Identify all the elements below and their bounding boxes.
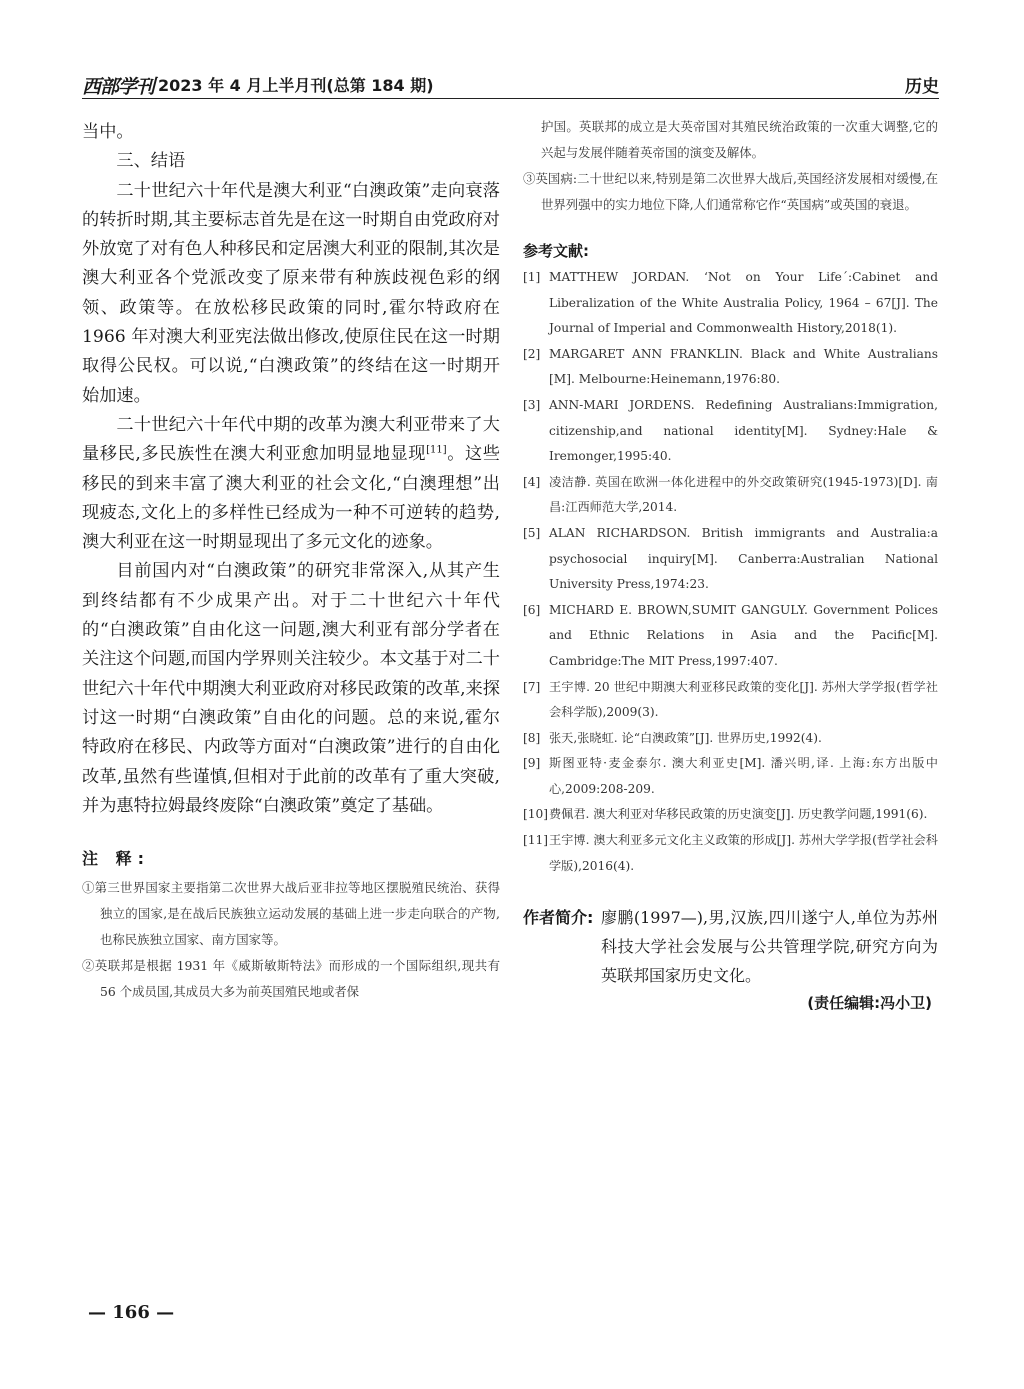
reference-item <box>523 751 938 802</box>
reference-number: [11] <box>523 833 549 848</box>
reference-text: 王宇博. 20 世纪中期澳大利亚移民政策的变化[J]. 苏州大学学报(哲学社会科学版),2009(3). <box>549 679 938 720</box>
reference-number: [10] <box>523 807 549 822</box>
paragraph-with-citation <box>82 411 500 557</box>
notes-title: 注 释: <box>82 849 150 869</box>
page-number: — 166 — <box>88 1302 175 1323</box>
citation-marker: [11] <box>426 444 447 456</box>
note-3: ③英国病:二十世纪以来,特别是第二次世界大战后,英国经济发展相对缓慢,在世界列强中的实力地位下降,人们通常称它作“英国病”或英国的衰退。 <box>523 171 938 212</box>
reference-text: 斯图亚特·麦金泰尔. 澳大利亚史[M]. 潘兴明,译. 上海:东方出版中心,2009:208-209. <box>549 756 938 796</box>
author-label: 作者简介: <box>523 908 594 928</box>
reference-text: 王宇博. 澳大利亚多元文化主义政策的形成[J]. 苏州大学学报(哲学社会科学版),2016(4). <box>549 833 938 873</box>
left-column <box>82 118 500 1005</box>
running-header <box>82 72 939 100</box>
paragraph-text: 二十世纪六十年代中期的改革为澳大利亚带来了大量移民,多民族性在澳大利亚愈加明显地显现 <box>82 414 500 465</box>
paragraph: 二十世纪六十年代是澳大利亚“白澳政策”走向衰落的转折时期,其主要标志首先是在这一时期自由党政府对外放宽了对有色人种移民和定居澳大利亚的限制,其次是澳大利亚各个党派改变了原来带有种族歧视色彩的纲领、政策等。在放松移民政策的同时,霍尔特政府在 1966 年对澳大利亚宪法做出修改,使原住民在这一时期取得公民权。可以说,“白澳政策”的终结在这一时期开始加速。 <box>82 180 500 406</box>
reference-number: [7] <box>523 679 541 694</box>
reference-item <box>523 726 938 752</box>
paragraph: 目前国内对“白澳政策”的研究非常深入,从其产生到终结都有不少成果产出。对于二十世纪六十年代的“白澳政策”自由化这一问题,澳大利亚有部分学者在关注这个问题,而国内学界则关注较少。本文基于对二十世纪六十年代中期澳大利亚政府对移民政策的改革,来探讨这一时期“白澳政策”自由化的问题。总的来说,霍尔特政府在移民、内政等方面对“白澳政策”进行的自由化改革,虽然有些谨慎,但相对于此前的改革有了重大突破,并为惠特拉姆最终废除“白澳政策”奠定了基础。 <box>82 561 500 816</box>
reference-item <box>523 598 938 675</box>
reference-item <box>523 265 938 342</box>
reference-item <box>523 521 938 598</box>
journal-logo: 西部学刊 <box>82 76 155 98</box>
reference-item <box>523 393 938 470</box>
note-2-continued: 护国。英联邦的成立是大英帝国对其殖民统治政策的一次重大调整,它的兴起与发展伴随着英帝国的演变及解体。 <box>541 119 938 160</box>
reference-text: MATTHEW JORDAN. ‘Not on Your Life´:Cabinet and Liberalization of the White Australia Policy, 1964 – 67[J]. The Journal of Imperial and Commonwealth History,2018(1). <box>549 270 938 336</box>
reference-number: [8] <box>523 730 541 745</box>
reference-text: 凌洁静. 英国在欧洲一体化进程中的外交政策研究(1945-1973)[D]. 南昌:江西师范大学,2014. <box>549 474 938 515</box>
reference-number: [3] <box>523 397 541 412</box>
reference-text: ALAN RICHARDSON. British immigrants and Australia:a psychosocial inquiry[M]. Canberra:Australian National University Press,1974:23. <box>549 525 938 592</box>
responsible-editor: (责任编辑:冯小卫) <box>807 994 932 1013</box>
reference-item <box>523 828 938 879</box>
reference-text: ANN-MARI JORDENS. Redefining Australians:Immigration, citizenship,and national identity[M]. Sydney:Hale & Iremonger,1995:40. <box>549 397 938 464</box>
paragraph-text: 。这些移民的到来丰富了澳大利亚的社会文化,“白澳理想”出现疲态,文化上的多样性已经成为一种不可逆转的趋势,澳大利亚在这一时期显现出了多元文化的迹象。 <box>82 444 500 553</box>
reference-item <box>523 342 938 393</box>
issue-info: 2023 年 4 月上半月刊(总第 184 期) <box>158 76 434 95</box>
reference-item <box>523 802 938 828</box>
paragraph-continuation: 当中。 <box>82 122 134 142</box>
reference-item <box>523 675 938 726</box>
references-title: 参考文献: <box>523 242 589 260</box>
note-2: ②英联邦是根据 1931 年《威斯敏斯特法》而形成的一个国际组织,现共有 56 个成员国,其成员大多为前英国殖民地或者保 <box>82 958 500 1000</box>
header-rule <box>82 98 939 99</box>
author-text: 廖鹏(1997—),男,汉族,四川遂宁人,单位为苏州科技大学社会发展与公共管理学院,研究方向为英联邦国家历史文化。 <box>601 908 938 986</box>
section-name: 历史 <box>905 77 939 97</box>
section-heading: 三、结语 <box>116 151 186 172</box>
references-list <box>523 265 938 879</box>
reference-text: MICHARD E. BROWN,SUMIT GANGULY. Government Polices and Ethnic Relations in Asia and the Pacific[M]. Cambridge:The MIT Press,1997:407. <box>549 602 938 668</box>
reference-number: [6] <box>523 602 541 617</box>
reference-number: [5] <box>523 525 541 540</box>
right-column <box>523 114 938 1016</box>
reference-number: [1] <box>523 270 541 284</box>
reference-item <box>523 470 938 521</box>
reference-number: [2] <box>523 346 541 361</box>
reference-number: [4] <box>523 474 541 489</box>
author-bio <box>523 903 938 990</box>
reference-text: 费佩君. 澳大利亚对华移民政策的历史演变[J]. 历史教学问题,1991(6). <box>549 807 928 822</box>
reference-text: MARGARET ANN FRANKLIN. Black and White Australians [M]. Melbourne:Heinemann,1976:80. <box>549 346 938 387</box>
reference-number: [9] <box>523 756 541 771</box>
reference-text: 张天,张晓虹. 论“白澳政策”[J]. 世界历史,1992(4). <box>549 730 822 745</box>
note-1: ①第三世界国家主要指第二次世界大战后亚非拉等地区摆脱殖民统治、获得独立的国家,是在战后民族独立运动发展的基础上进一步走向联合的产物,也称民族独立国家、南方国家等。 <box>82 880 500 948</box>
